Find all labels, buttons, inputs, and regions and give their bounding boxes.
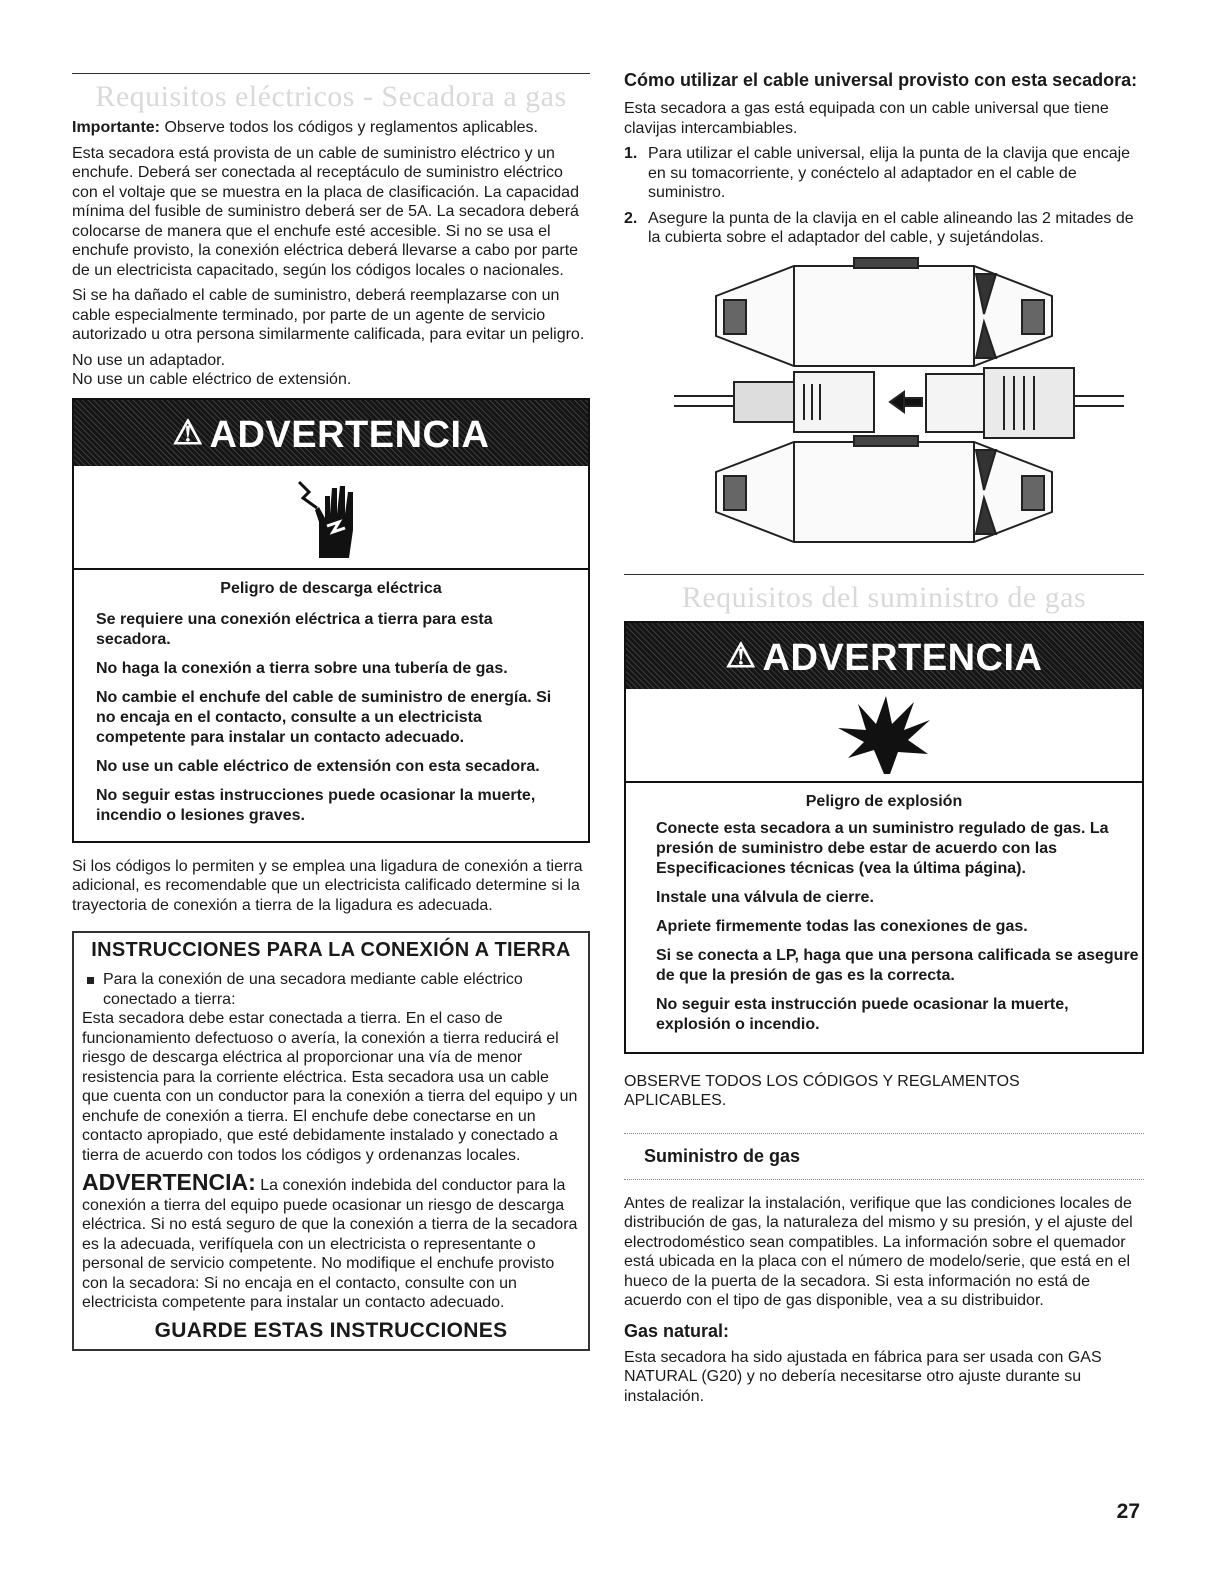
gas-section-rule bbox=[624, 574, 1144, 575]
shock-warning-body bbox=[74, 570, 588, 841]
important-note bbox=[72, 118, 590, 138]
explosion-hazard-label: Peligro de explosión bbox=[805, 792, 963, 810]
warning-message: Se requiere una conexión eléctrica a tierra para esta secadora. bbox=[96, 610, 493, 648]
bullet-square-icon bbox=[87, 977, 94, 984]
electrical-requirements-title: Requisitos eléctricos - Secadora a gas bbox=[95, 80, 567, 113]
bullet-text: Para la conexión de una secadora mediante cable eléctrico conectado a tierra: bbox=[103, 971, 523, 1008]
natural-gas-heading: Gas natural: bbox=[624, 1320, 730, 1341]
explosion-warning-body bbox=[626, 783, 1142, 1052]
cord-cover-top-icon bbox=[716, 258, 1052, 366]
shock-warning-header bbox=[74, 400, 588, 466]
grounding-warning-text: La conexión indebida del conductor para la conexión a tierra del equipo puede ocasionar un riesgo de descarga eléctrica. Si no está seguro de que la conexión a tierra de la secadora es la adecuada, verifíquela con un electricista o representante o personal de servicio competente. No modifique el enchufe provisto con la secadora: Si no encaja en el contacto, consulte con un electricista competente para instalar un contacto adecuado. bbox=[82, 1177, 578, 1311]
warning-message: Si se conecta a LP, haga que una persona calificada se asegure de que la presión de gas es la correcta. bbox=[656, 946, 1139, 984]
no-extension-text: No use un cable eléctrico de extensión. bbox=[72, 371, 352, 388]
explosion-icon-area bbox=[626, 689, 1142, 783]
explosion-warning-header bbox=[626, 623, 1142, 689]
warning-message: No haga la conexión a tierra sobre una tubería de gas. bbox=[96, 659, 508, 677]
left-column bbox=[72, 0, 590, 1351]
cord-plug-connection-icon bbox=[674, 368, 1124, 438]
damaged-cord-paragraph: Si se ha dañado el cable de suministro, deberá reemplazarse con un cable especialmente terminado, por parte de un agente de servicio autorizado u otra persona similarmente calificada, para evitar un peligro. bbox=[72, 287, 585, 343]
page-number: 27 bbox=[1116, 1500, 1140, 1523]
explosion-warning-title: ADVERTENCIA bbox=[762, 636, 1043, 679]
dotted-divider bbox=[624, 1179, 1144, 1180]
no-adapter-text: No use un adaptador. bbox=[72, 351, 226, 369]
dotted-divider bbox=[624, 1133, 1144, 1134]
natural-gas-paragraph: Esta secadora ha sido ajustada en fábrica para ser usada con GAS NATURAL (G20) y no debería necesitarse otro ajuste durante su instalación. bbox=[624, 1348, 1102, 1405]
step-number: 1. bbox=[624, 145, 638, 162]
grounding-instructions-box bbox=[72, 931, 590, 1351]
top-rule-left bbox=[72, 73, 590, 74]
grounding-paragraph: Esta secadora debe estar conectada a tierra. En el caso de funcionamiento defectuoso o avería, la conexión a tierra reducirá el riesgo de descarga eléctrica al proporcionar una vía de menor resistencia para la corriente eléctrica. Esta secadora usa un cable que cuenta con un conductor para la conexión a tierra del equipo y un enchufe de conexión a tierra. El enchufe debe conectarse en un contacto apropiado, que esté debidamente instalado y conectado a tierra de acuerdo con todos los códigos y ordenanzas locales. bbox=[82, 1010, 578, 1164]
grounding-warning bbox=[82, 1169, 580, 1313]
universal-cord-heading: Cómo utilizar el cable universal provisto con esta secadora: bbox=[624, 70, 1138, 90]
cord-steps-list bbox=[624, 144, 1144, 248]
shock-hazard-label: Peligro de descarga eléctrica bbox=[220, 579, 442, 597]
step-item bbox=[624, 144, 1144, 203]
right-column bbox=[624, 0, 1144, 1412]
gas-supply-requirements-title: Requisitos del suministro de gas bbox=[681, 580, 1087, 614]
observe-codes-text: OBSERVE TODOS LOS CÓDIGOS Y REGLAMENTOS APLICABLES. bbox=[624, 1072, 1020, 1109]
gas-supply-heading: Suministro de gas bbox=[644, 1145, 801, 1166]
explosion-warning-box bbox=[624, 621, 1144, 1054]
important-label: Importante: bbox=[72, 119, 160, 136]
shock-warning-title: ADVERTENCIA bbox=[209, 413, 490, 456]
warning-message: No cambie el enchufe del cable de suministro de energía. Si no encaja en el contacto, consulte a un electricista competente para instalar un contacto adecuado. bbox=[96, 688, 552, 746]
power-cord-paragraph: Esta secadora está provista de un cable de suministro eléctrico y un enchufe. Deberá ser conectada al receptáculo de suministro eléctrico con el voltaje que se muestra en la placa de clasificación. La capacidad mínima del fusible de suministro deberá ser de 5A. La secadora deberá colocarse de manera que el enchufe esté accesible. Si no se usa el enchufe provisto, la conexión eléctrica deberá llevarse a cabo por parte de un electricista capacitado, según los códigos locales o nacionales. bbox=[72, 144, 579, 279]
step-text: Asegure la punta de la clavija en el cable alineando las 2 mitades de la cubierta sobre el adaptador del cable, y sujetándolas. bbox=[648, 209, 1134, 246]
shock-warning-box bbox=[72, 398, 590, 843]
bullet-item bbox=[82, 970, 580, 1009]
universal-cord-illustration bbox=[624, 254, 1144, 554]
warning-message: Instale una válvula de cierre. bbox=[656, 888, 874, 906]
electric-shock-hand-icon bbox=[295, 474, 367, 560]
grounding-instructions-title: INSTRUCCIONES PARA LA CONEXIÓN A TIERRA bbox=[91, 939, 571, 961]
universal-cord-intro: Esta secadora a gas está equipada con un cable universal que tiene clavijas intercambiables. bbox=[624, 100, 1109, 137]
step-number: 2. bbox=[624, 209, 638, 227]
warning-message: No use un cable eléctrico de extensión con esta secadora. bbox=[96, 757, 540, 775]
warning-message: No seguir esta instrucción puede ocasionar la muerte, explosión o incendio. bbox=[656, 995, 1069, 1033]
warning-message: Conecte esta secadora a un suministro regulado de gas. La presión de suministro debe estar de acuerdo con las Especificaciones técnicas (vea la última página). bbox=[656, 819, 1109, 877]
step-text: Para utilizar el cable universal, elija la punta de la clavija que encaje en su tomacorriente, y conéctelo al adaptador en el cable de suministro. bbox=[648, 145, 1131, 201]
grounding-warning-label: ADVERTENCIA: bbox=[82, 1169, 256, 1195]
cord-cover-bottom-icon bbox=[716, 436, 1052, 542]
warning-triangle-icon: ⚠ bbox=[725, 636, 757, 675]
important-text: Observe todos los códigos y reglamentos aplicables. bbox=[160, 119, 538, 136]
warning-message: Apriete firmemente todas las conexiones de gas. bbox=[656, 917, 1028, 935]
shock-icon-area bbox=[74, 466, 588, 570]
explosion-icon bbox=[834, 694, 934, 776]
bonding-paragraph: Si los códigos lo permiten y se emplea una ligadura de conexión a tierra adicional, es recomendable que un electricista calificado determine si la trayectoria de conexión a tierra de la ligadura es adecuada. bbox=[72, 857, 583, 914]
gas-supply-paragraph: Antes de realizar la instalación, verifique que las condiciones locales de distribución de gas, la naturaleza del mismo y su presión, y el ajuste del electrodoméstico sean compatibles. La información sobre el quemador está ubicada en la placa con el número de modelo/serie, que está en el hueco de la puerta de la secadora. Si esta información no está de acuerdo con el tipo de gas disponible, vea a su distribuidor. bbox=[624, 1194, 1133, 1309]
step-item bbox=[624, 209, 1144, 248]
warning-message: No seguir estas instrucciones puede ocasionar la muerte, incendio o lesiones graves. bbox=[96, 786, 536, 824]
save-instructions-footer: GUARDE ESTAS INSTRUCCIONES bbox=[154, 1318, 508, 1342]
warning-triangle-icon: ⚠ bbox=[172, 413, 204, 452]
